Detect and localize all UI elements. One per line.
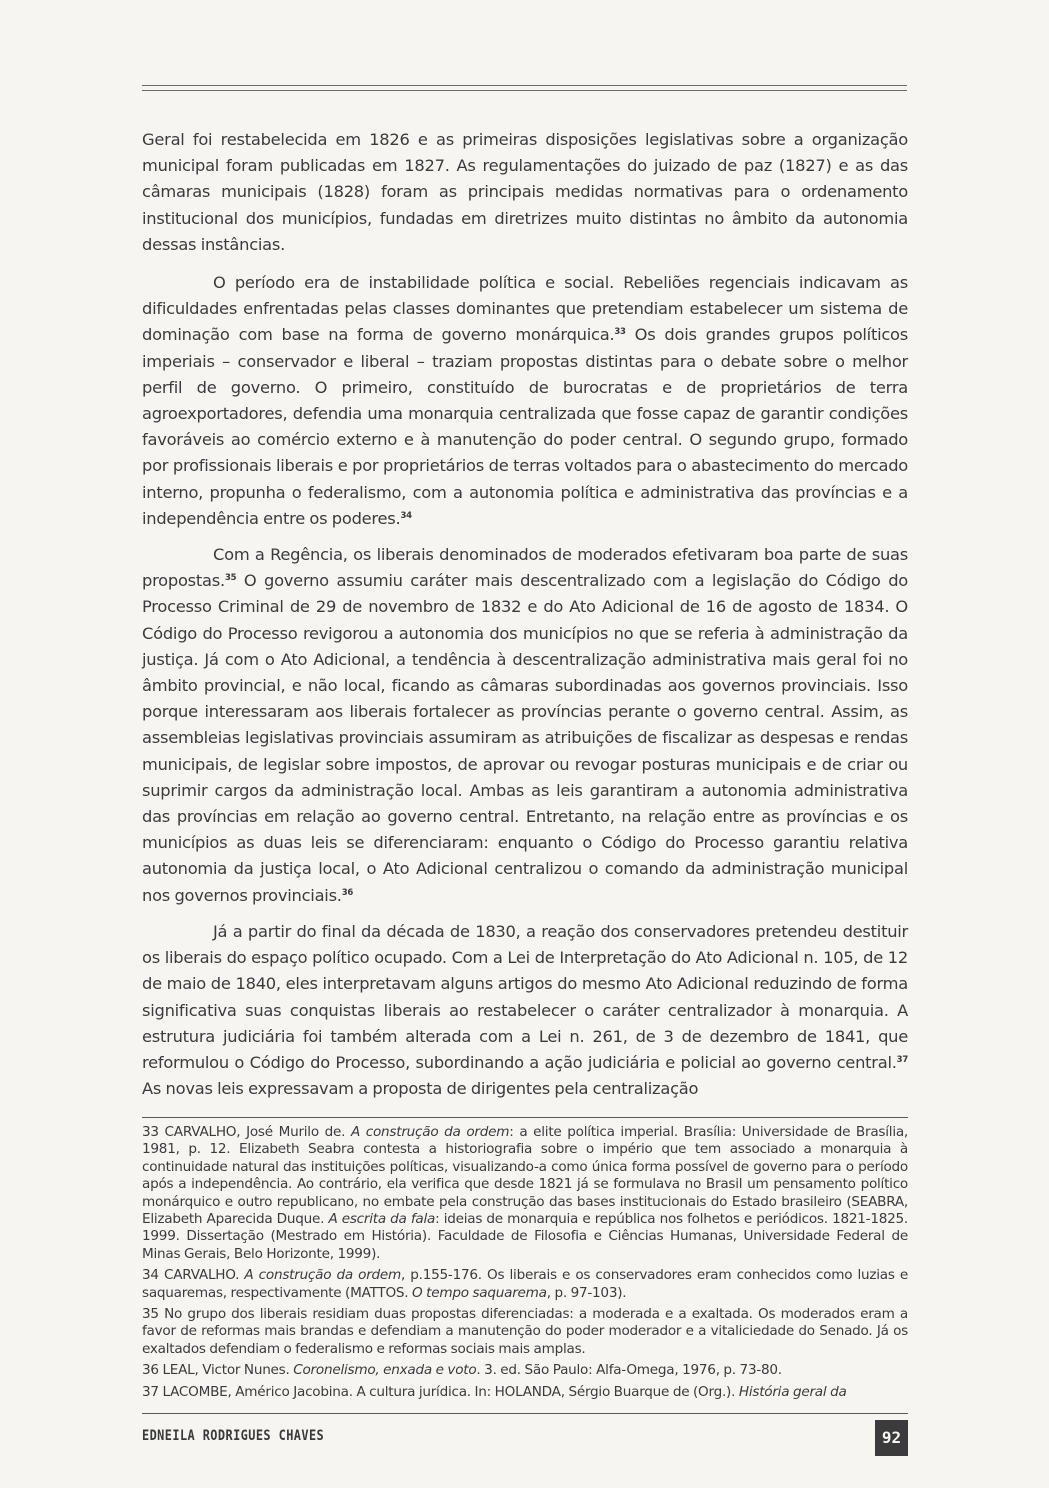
footnote-35 [142,1306,908,1358]
main-text [142,127,908,1112]
footnote-36-text-a: 36 LEAL, Victor Nunes. [142,1362,294,1379]
footnote-36 [142,1362,908,1379]
footnote-36-text-b: . 3. ed. São Paulo: Alfa-Omega, 1976, p. 73-80. [476,1362,782,1379]
footnote-ref-36[interactable]: 36 [341,887,354,898]
paragraph-1-text: Geral foi restabelecida em 1826 e as primeiras disposições legislativas sobre a organização municipal foram publicadas em 1827. As regulamentações do juizado de paz (1827) e as das câmaras municipais (1828) foram as principais medidas normativas para o ordenamento institucional dos municípios, fundadas em diretrizes muito distintas no âmbito da autonomia dessas instâncias. [142,130,908,254]
footnote-ref-33[interactable]: 33 [614,327,626,338]
footnote-rule [142,1117,908,1118]
footnote-35-text: 35 No grupo dos liberais residiam duas propostas diferenciadas: a moderada e a exaltada. Os moderados eram a favor de reformas mais brandas e defendiam a manutenção do poder moderador e a vitaliciedade do Senado. Já os exaltados defendiam o federalismo e reformas sociais mais amplas. [142,1306,908,1357]
paragraph-4 [142,919,908,1102]
footnote-33-text-a: 33 CARVALHO, José Murilo de. [142,1124,351,1140]
footnote-33-text-b: : a elite política imperial. Brasília: Universidade de Brasília, 1981, p. 12. Elizabeth Seabra contesta a historiografia sobre o império que tem associado a monarquia à continuidade natural das instituições políticas, visualizando-a como única forma possível de governo para o período após a independência. Ao contrário, ela verifica que desde 1821 já se formulava no Brasil um pensamento político monárquico e outro republicano, no embate pela construção das bases institucionais do Estado brasileiro (SEABRA, Elizabeth Aparecida Duque. [142,1124,908,1228]
footnote-34-text-a: 34 CARVALHO. [142,1267,245,1284]
footer-author: EDNEILA RODRIGUES CHAVES [142,1428,325,1444]
paragraph-3-text-b: O governo assumiu caráter mais descentralizado com a legislação do Código do Processo Criminal de 29 de novembro de 1832 e do Ato Adicional de 16 de agosto de 1834. O Código do Processo revigorou a autonomia dos municípios no que se referia à administração da justiça. Já com o Ato Adicional, a tendência à descentralização administrativa mais geral foi no âmbito provincial, e não local, ficando as câmaras subordinadas aos governos provinciais. Isso porque interessaram aos liberais fortalecer as províncias perante o governo central. Assim, as assembleias legislativas provinciais assumiram as atribuições de fiscalizar as despesas e rendas municipais, de legislar sobre impostos, de aprovar ou revogar posturas municipais e de criar ou suprimir cargos da administração local. Ambas as leis garantiram a autonomia administrativa das províncias em relação ao governo central. Entretanto, na relação entre as províncias e os municípios as duas leis se diferenciaram: enquanto o Código do Processo garantiu relativa autonomia da justiça local, o Ato Adicional centralizou o comando da administração municipal nos governos provinciais. [142,571,908,905]
footnote-33 [142,1124,908,1263]
paragraph-2 [142,270,908,532]
footnote-33-text-c: : ideias de monarquia e república nos folhetos e periódicos. 1821-1825. 1999. Dissertação (Mestrado em História). Faculdade de Filosofia e Ciências Humanas, Universidade Federal de Minas Gerais, Belo Horizonte, 1999). [142,1211,908,1262]
footnote-36-title-1: Coronelismo, enxada e voto [293,1362,477,1379]
paragraph-3 [142,542,908,909]
footnote-37-text-a: 37 LACOMBE, Américo Jacobina. A cultura jurídica. In: HOLANDA, Sérgio Buarque de (Org.). [142,1383,739,1400]
footnote-ref-34[interactable]: 34 [400,510,412,521]
paragraph-4-text-b: As novas leis expressavam a proposta de dirigentes pela centralização [142,1079,699,1099]
footnote-34-text-b: , p.155-176. Os liberais e os conservadores eram conhecidos como luzias e saquaremas, respectivamente (MATTOS. [142,1267,908,1301]
footnote-34 [142,1267,908,1302]
footnote-34-title-1: A construção da ordem [244,1267,402,1284]
header-rule [142,85,907,91]
footnote-34-text-c: , p. 97-103). [546,1284,627,1301]
paragraph-1 [142,127,908,258]
footnote-ref-35[interactable]: 35 [224,573,237,584]
footnotes [142,1124,908,1405]
footnote-ref-37[interactable]: 37 [896,1054,908,1065]
footnote-34-title-2: O tempo saquarema [412,1284,547,1301]
paragraph-2-text-b: Os dois grandes grupos políticos imperiais – conservador e liberal – traziam propostas distintas para o debate sobre o melhor perfil de governo. O primeiro, constituído de burocratas e de proprietários de terra agroexportadores, defendia uma monarquia centralizada que fosse capaz de garantir condições favoráveis ao comércio externo e à manutenção do poder central. O segundo grupo, formado por profissionais liberais e por proprietários de terras voltados para o abastecimento do mercado interno, propunha o federalismo, com a autonomia política e administrativa das províncias e a independência entre os poderes. [142,325,908,528]
paragraph-3-text-a: Com a Regência, os liberais denominados de moderados efetivaram boa parte de suas propostas. [142,545,908,591]
footnote-33-title-2: A escrita da fala [328,1211,436,1228]
footer-rule [142,1413,908,1414]
footnote-33-title-1: A construção da ordem [350,1124,510,1140]
paragraph-4-text-a: Já a partir do final da década de 1830, a reação dos conservadores pretendeu destituir os liberais do espaço político ocupado. Com a Lei de Interpretação do Ato Adicional n. 105, de 12 de maio de 1840, eles interpretavam alguns artigos do mesmo Ato Adicional reduzindo de forma significativa suas conquistas liberais ao restabelecer o caráter centralizador à monarquia. A estrutura judiciária foi também alterada com a Lei n. 261, de 3 de dezembro de 1841, que reformulou o Código do Processo, subordinando a ação judiciária e policial ao governo central. [142,921,908,1072]
page-number: 92 [875,1420,908,1456]
footnote-37 [142,1384,908,1401]
footnote-37-title-1: História geral da [738,1383,847,1400]
paragraph-2-text-a: O período era de instabilidade política e social. Rebeliões regenciais indicavam as dificuldades enfrentadas pelas classes dominantes que pretendiam estabelecer um sistema de dominação com base na forma de governo monárquica. [142,273,908,345]
